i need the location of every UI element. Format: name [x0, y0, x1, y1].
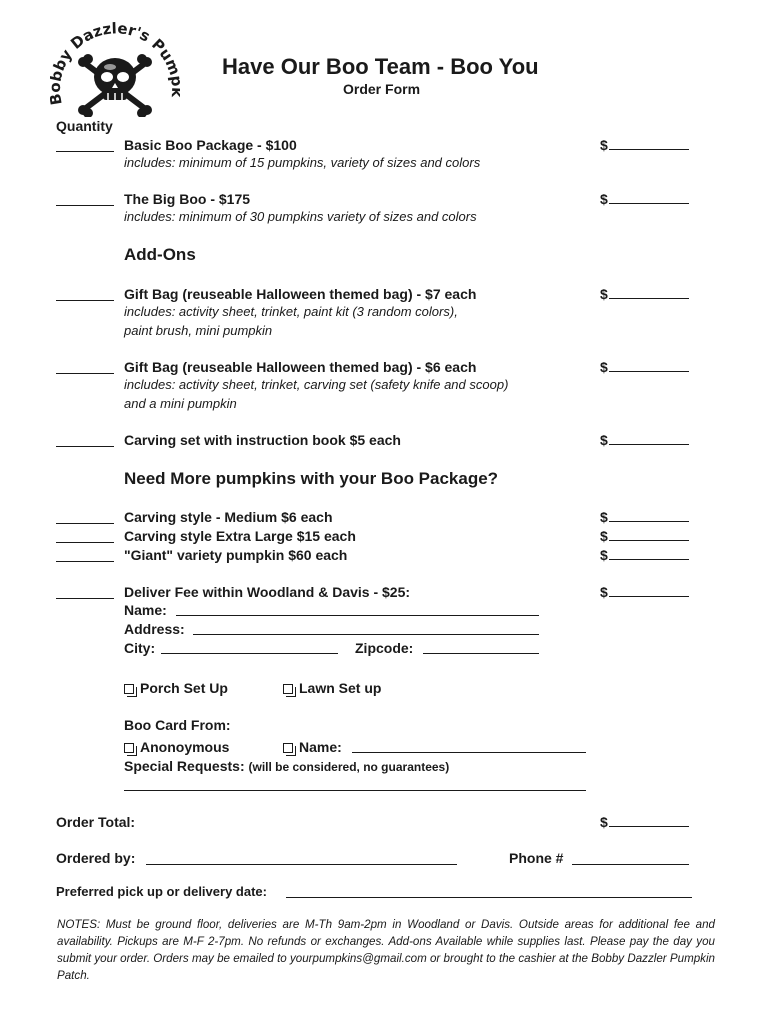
ordered-by-field[interactable]	[146, 864, 457, 865]
quantity-field[interactable]	[56, 523, 114, 524]
quantity-field[interactable]	[56, 151, 114, 152]
price-field[interactable]	[600, 547, 689, 563]
quantity-field[interactable]	[56, 205, 114, 206]
quantity-field[interactable]	[56, 446, 114, 447]
delivery-city-field[interactable]	[161, 653, 338, 654]
dollar-sign: $	[600, 359, 608, 375]
checkbox-icon	[283, 684, 293, 694]
dollar-sign: $	[600, 509, 608, 525]
delivery-zipcode-field[interactable]	[423, 653, 539, 654]
item-label: Basic Boo Package - $100	[124, 137, 297, 153]
item-description: paint brush, mini pumpkin	[124, 323, 273, 338]
special-requests-note: (will be considered, no guarantees)	[248, 760, 450, 774]
quantity-field[interactable]	[56, 598, 114, 599]
boo-card-label: Boo Card From:	[124, 717, 231, 733]
price-field[interactable]	[600, 137, 689, 153]
order-total-label: Order Total:	[56, 814, 136, 830]
delivery-city-label: City:	[124, 640, 156, 656]
porch-setup-checkbox[interactable]	[124, 680, 228, 696]
card-name-field[interactable]	[352, 752, 586, 753]
logo	[50, 22, 180, 117]
addons-heading: Add-Ons	[124, 245, 196, 264]
quantity-field[interactable]	[56, 373, 114, 374]
porch-setup-label: Porch Set Up	[140, 680, 228, 696]
price-field[interactable]	[600, 432, 689, 448]
dollar-sign: $	[600, 432, 608, 448]
quantity-field[interactable]	[56, 561, 114, 562]
item-label: Carving style Extra Large $15 each	[124, 528, 356, 544]
lawn-setup-label: Lawn Set up	[299, 680, 382, 696]
price-field[interactable]	[600, 509, 689, 525]
price-field[interactable]	[600, 191, 689, 207]
item-description: includes: minimum of 30 pumpkins variety of sizes and colors	[124, 209, 477, 224]
delivery-name-field[interactable]	[176, 615, 539, 616]
dollar-sign: $	[600, 191, 608, 207]
checkbox-icon	[283, 743, 293, 753]
logo-text: by Dazzler's Pu	[50, 22, 177, 74]
item-description: includes: activity sheet, trinket, paint kit (3 random colors),	[124, 304, 458, 319]
card-name-label: Name:	[299, 739, 342, 755]
quantity-header: Quantity	[56, 118, 113, 134]
dollar-sign: $	[600, 547, 608, 563]
price-field[interactable]	[600, 528, 689, 544]
checkbox-icon	[124, 743, 134, 753]
item-label: Carving style - Medium $6 each	[124, 509, 333, 525]
preferred-date-field[interactable]	[286, 897, 692, 898]
special-requests-label: Special Requests:	[124, 758, 245, 774]
item-label: Carving set with instruction book $5 each	[124, 432, 401, 448]
anonymous-checkbox[interactable]	[124, 739, 229, 755]
delivery-zipcode-label: Zipcode:	[355, 640, 414, 656]
quantity-field[interactable]	[56, 542, 114, 543]
price-field[interactable]	[600, 584, 689, 600]
preferred-date-label: Preferred pick up or delivery date:	[56, 884, 267, 899]
lawn-setup-checkbox[interactable]	[283, 680, 381, 696]
skull-crossbones-icon	[50, 22, 180, 117]
special-requests-field[interactable]	[124, 790, 586, 791]
price-field[interactable]	[600, 359, 689, 375]
checkbox-icon	[124, 684, 134, 694]
page-subtitle: Order Form	[343, 81, 421, 97]
card-name-checkbox[interactable]	[283, 739, 342, 755]
dollar-sign: $	[600, 286, 608, 302]
order-total-field[interactable]	[600, 814, 689, 830]
phone-label: Phone #	[509, 850, 564, 866]
more-pumpkins-heading: Need More pumpkins with your Boo Package?	[124, 469, 499, 488]
dollar-sign: $	[600, 528, 608, 544]
dollar-sign: $	[600, 814, 608, 830]
anonymous-label: Anonoymous	[140, 739, 230, 755]
quantity-field[interactable]	[56, 300, 114, 301]
phone-field[interactable]	[572, 864, 689, 865]
item-label: Gift Bag (reuseable Halloween themed bag) - $6 each	[124, 359, 477, 375]
item-label: The Big Boo - $175	[124, 191, 251, 207]
delivery-name-label: Name:	[124, 602, 167, 618]
delivery-label: Deliver Fee within Woodland & Davis - $25:	[124, 584, 411, 600]
ordered-by-label: Ordered by:	[56, 850, 136, 866]
special-requests	[124, 758, 449, 774]
notes-text: NOTES: Must be ground floor, deliveries are M-Th 9am-2pm in Woodland or Davis. Outside areas for additional fee and availability. Pickups are M-F 2-7pm. No refunds or exchanges. Add-ons Available while supplies last. Please pay the day you submit your order. Orders may be emailed to yourpumpkins@gmail.com or brought to the cashier at the Bobby Dazzler Pumpkin Patch.	[57, 918, 715, 982]
dollar-sign: $	[600, 584, 608, 600]
page-title: Have Our Boo Team - Boo You	[222, 54, 539, 79]
item-description: includes: minimum of 15 pumpkins, variety of sizes and colors	[124, 155, 481, 170]
item-description: includes: activity sheet, trinket, carving set (safety knife and scoop)	[124, 377, 509, 392]
item-description: and a mini pumpkin	[124, 396, 237, 411]
dollar-sign: $	[600, 137, 608, 153]
delivery-address-label: Address:	[124, 621, 185, 637]
item-label: Gift Bag (reuseable Halloween themed bag) - $7 each	[124, 286, 477, 302]
delivery-address-field[interactable]	[193, 634, 539, 635]
price-field[interactable]	[600, 286, 689, 302]
item-label: "Giant" variety pumpkin $60 each	[124, 547, 348, 563]
